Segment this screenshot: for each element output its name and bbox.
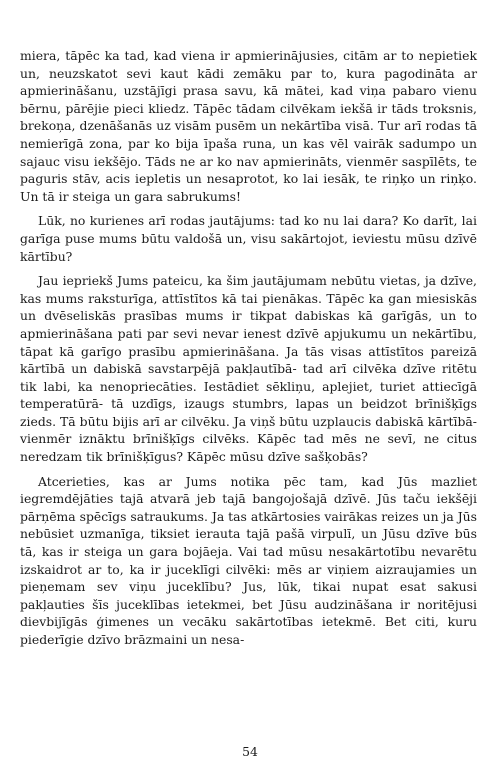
paragraph-1: miera, tāpēc ka tad, kad viena ir apmierinājusies, citām ar to nepietiek un, neuzskatot sevi kaut kādi zemāku par to, kura pagodināta ar apmierināšanu, uzstājīgi prasa savu, kā mātei, kad viņa pabaro vienu bērnu, pārējie pieci kliedz. Tāpēc tādam cilvēkam iekšā ir tāds troksnis, brekoņa, dzenāšanās uz visām pusēm un nekārtība visā. Tur arī rodas tā nemierīgā zona, par ko bija īpaša runa, un kas vēl vairāk sadumpo un sajauc visu iekšējo. Tāds ne ar ko nav apmierināts, vienmēr saspīlēts, te paguris stāv, acis iepletis un nesaprotot, ko lai iesāk, te riņķo un riņķo. Un tā ir steiga un gara sabrukums!	[20, 48, 477, 204]
paragraph-4: Atcerieties, kas ar Jums notika pēc tam, kad Jūs mazliet iegremdējāties tajā atvarā jeb tajā bangojošajā dzīvē. Jūs taču iekšēji pārņēma spēcīgs satraukums. Ja tas atkārtosies vairākas reizes un ja Jūs nebūsiet uzmanīga, tiksiet ierauta tajā pašā virpulī, un Jūsu dzīve būs tā, kas ir steiga un gara bojāeja. Vai tad mūsu nesakārtotību nevarētu izskaidrot ar to, ka ir juceklīgi cilvēki: mēs ar viņiem aizraujamies un pieņemam sev viņu juceklību? Jus, lūk, tikai nupat esat sakusi pakļauties šīs juceklības ietekmei, bet Jūsu audzināšana ir noritējusi dievbijīgās ģimenes un vecāku sakārtotības ietekmē. Bet citi, kuru piederīgie dzīvo brāzmaini un nesa-	[20, 473, 478, 647]
book-page-text	[20, 47, 477, 656]
page-number: 54	[242, 744, 258, 759]
paragraph-3: Jau iepriekš Jums pateicu, ka šim jautājumam nebūtu vietas, ja dzīve, kas mums raksturīga, attīstītos kā tai pienākas. Tāpēc ka gan miesiskās un dvēseliskās prasības mums ir tikpat dabiskas kā garīgās, un to apmierināšana pati par sevi nevar ienest dzīvē apjukumu un nekārtību, tāpat kā garīgo prasību apmierināšana. Ja tās visas attīstītos pareizā kārtībā un dabiskā savstarpējā pakļautībā- tad arī cilvēka dzīve ritētu tik labi, ka nenopriecāties. Iestādiet sēkliņu, aplejiet, turiet attiecīgā temperatūrā- tā uzdīgs, izaugs stumbrs, lapas un beidzot brīnišķīgs zieds. Tā būtu bijis arī ar cilvēku. Ja viņš būtu uzplaucis dabiskā kārtībā- vienmēr iznāktu brīnišķīgs cilvēks. Kāpēc tad mēs ne sevī, ne citus neredzam tik brīnišķīgus? Kāpēc mūsu dzīve sašķobās?	[20, 273, 477, 465]
paragraph-2: Lūk, no kurienes arī rodas jautājums: tad ko nu lai dara? Ko darīt, lai garīga puse mums būtu valdošā un, visu sakārtojot, ieviestu mūsu dzīvē kārtību?	[20, 213, 477, 264]
